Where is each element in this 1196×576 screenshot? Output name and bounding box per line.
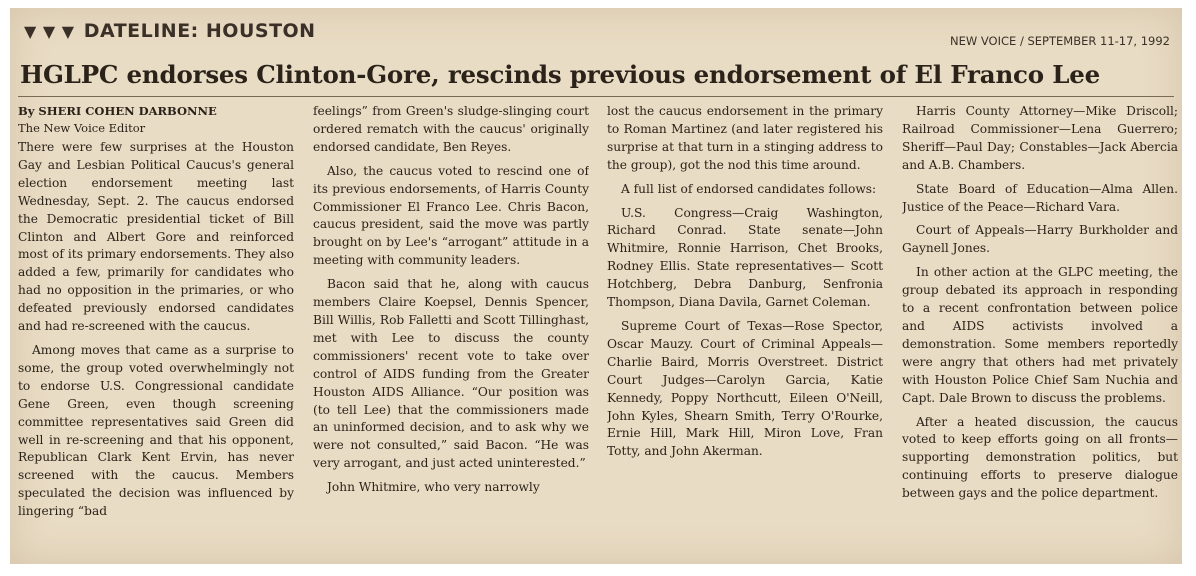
- paragraph: Among moves that came as a surprise to some, the group voted overwhelmingly not to endorse U.S. Congressional candidate Gene Green, even though screening committee representatives said Green did well in re-screening and that his opponent, Republican Clark Kent Ervin, has never screened with the caucus. Members speculated the decision was influenced by lingering “bad: [18, 342, 294, 519]
- paragraph: feelings” from Green's sludge-slinging court ordered rematch with the caucus' originally endorsed candidate, Ben Reyes.: [313, 104, 589, 154]
- byline: By SHERI COHEN DARBONNE: [18, 104, 217, 118]
- paragraph: After a heated discussion, the caucus voted to keep efforts going on all fronts—supporting demonstration politics, but continuing efforts to preserve dialogue between gays and the police department.: [902, 414, 1178, 501]
- paragraph: A full list of endorsed candidates follows:: [621, 181, 877, 196]
- paragraph: Also, the caucus voted to rescind one of its previous endorsements, of Harris County Commissioner El Franco Lee. Chris Bacon, caucus president, said the move was partly brought on by Lee's “arrogant” attitude in a meeting with community leaders.: [313, 163, 589, 268]
- article-column-3: [607, 103, 883, 561]
- paragraph: Harris County Attorney—Mike Driscoll; Railroad Commissioner—Lena Guerrero; Sheriff—Paul Day; Constables—Jack Abercia and A.B. Chambers.: [902, 104, 1178, 172]
- issue-date: NEW VOICE / SEPTEMBER 11-17, 1992: [950, 34, 1170, 48]
- article-column-4: [902, 103, 1178, 561]
- paragraph: State Board of Education—Alma Allen. Justice of the Peace—Richard Vara.: [902, 181, 1178, 214]
- paragraph: Court of Appeals—Harry Burkholder and Gaynell Jones.: [902, 223, 1178, 256]
- paragraph: Bacon said that he, along with caucus members Claire Koepsel, Dennis Spencer, Bill Willis, Rob Falletti and Scott Tillinghast, met with Lee to discuss the county commissioners' recent vote to take over control of AIDS funding from the Greater Houston AIDS Alliance. “Our position was (to tell Lee) that the commissioners made an uninformed decision, and to ask why we were not consulted,” said Bacon. “He was very arrogant, and just acted uninterested.”: [313, 277, 589, 471]
- article-column-2: [313, 103, 589, 561]
- paragraph: U.S. Congress—Craig Washington, Richard Conrad. State senate—John Whitmire, Ronnie Harrison, Chet Brooks, Rodney Ellis. State representatives— Scott Hotchberg, Debra Danburg, Senfronia Thompson, Diana Davila, Garnet Coleman.: [607, 205, 883, 310]
- headline: HGLPC endorses Clinton-Gore, rescinds previous endorsement of El Franco Lee: [20, 60, 1101, 89]
- paragraph: lost the caucus endorsement in the primary to Roman Martinez (and later registered his surprise at that turn in a stinging address to the group), got the nod this time around.: [607, 104, 883, 172]
- paragraph: There were few surprises at the Houston Gay and Lesbian Political Caucus's general election endorsement meeting last Wednesday, Sept. 2. The caucus endorsed the Democratic presidential ticket of Bill Clinton and Albert Gore and reinforced most of its primary endorsements. They also added a few, primarily for candidates who had no opposition in the primaries, or who defeated previously endorsed candidates and had re-screened with the caucus.: [18, 140, 294, 334]
- triangle-markers-icon: ▼ ▼ ▼: [24, 22, 75, 41]
- paragraph: John Whitmire, who very narrowly: [327, 480, 540, 495]
- newspaper-clipping: [10, 8, 1182, 564]
- dateline: [24, 20, 316, 42]
- headline-divider: [18, 96, 1174, 97]
- article-column-1: [18, 103, 294, 561]
- author-credit: The New Voice Editor: [18, 121, 146, 135]
- paragraph: In other action at the GLPC meeting, the group debated its approach in responding to a recent confrontation between police and AIDS activists involved a demonstration. Some members reportedly were angry that others had met privately with Houston Police Chief Sam Nuchia and Capt. Dale Brown to discuss the problems.: [902, 265, 1178, 405]
- article-body: [18, 103, 1178, 561]
- paragraph: Supreme Court of Texas—Rose Spector, Oscar Mauzy. Court of Criminal Appeals—Charlie Baird, Morris Overstreet. District Court Judges—Carolyn Garcia, Katie Kennedy, Poppy Northcutt, Eileen O'Neill, John Kyles, Shearn Smith, Terry O'Rourke, Ernie Hill, Mark Hill, Miron Love, Fran Totty, and John Akerman.: [607, 318, 883, 459]
- dateline-text: DATELINE: HOUSTON: [83, 20, 316, 42]
